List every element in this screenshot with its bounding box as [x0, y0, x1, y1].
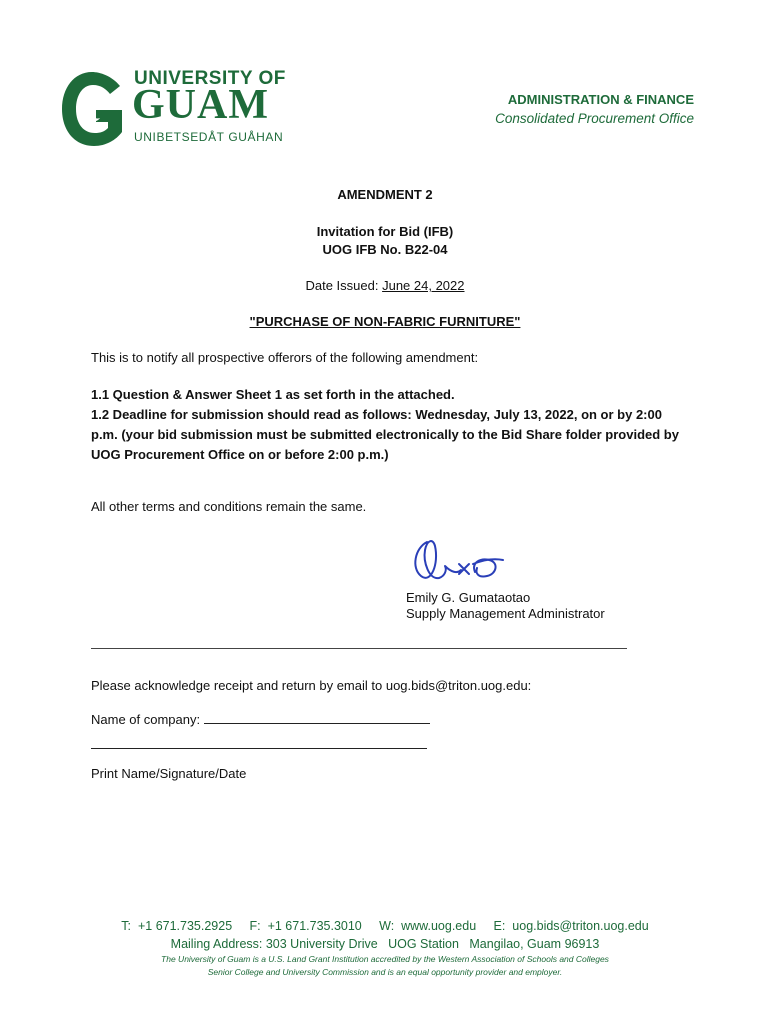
logo-text-university-of: UNIVERSITY OF — [134, 68, 286, 89]
company-name-row — [91, 710, 681, 730]
department-name: ADMINISTRATION & FINANCE — [507, 92, 694, 107]
signature-line-field[interactable] — [91, 748, 427, 749]
footer-accreditation — [0, 953, 770, 979]
ifb-number: UOG IFB No. B22-04 — [322, 242, 448, 257]
acknowledgment-instruction: Please acknowledge receipt and return by email to uog.bids@triton.uog.edu: — [91, 678, 532, 693]
date-issued-value: June 24, 2022 — [382, 278, 465, 293]
signer-title: Supply Management Administrator — [406, 606, 605, 621]
subject-title: "PURCHASE OF NON-FABRIC FURNITURE" — [249, 314, 521, 329]
company-name-field[interactable] — [204, 711, 430, 724]
section-divider — [91, 648, 627, 649]
footer-accreditation-line-2: Senior College and University Commission and is an equal opportunity provider and employer. — [207, 967, 563, 977]
footer-accreditation-line-1: The University of Guam is a U.S. Land Grant Institution accredited by the Western Association of Schools and Colleges — [161, 954, 609, 964]
amendment-item-2: 1.2 Deadline for submission should read as follows: Wednesday, July 13, 2022, on or by 2:00 p.m. (your bid submission must be submitted electronically to the Bid Share folder provided by UOG Procurement Office on or before 2:00 p.m.) — [91, 407, 679, 462]
signer-name: Emily G. Gumataotao — [406, 590, 531, 605]
footer-address: Mailing Address: 303 University Drive UOG Station Mangilao, Guam 96913 — [170, 937, 600, 951]
logo-text-guam: GUAM — [132, 82, 269, 128]
signature-label: Print Name/Signature/Date — [91, 766, 247, 781]
notice-text: This is to notify all prospective offerors of the following amendment: — [91, 350, 479, 365]
date-issued-label: Date Issued: — [305, 278, 383, 293]
company-name-label: Name of company: — [91, 712, 204, 727]
logo-text-chamorro: UNIBETSEDÅT GUÅHAN — [134, 130, 284, 144]
closing-text: All other terms and conditions remain the same. — [91, 499, 367, 514]
date-issued — [0, 278, 770, 293]
ifb-title: Invitation for Bid (IFB) — [316, 224, 454, 239]
university-logo-g-icon — [60, 72, 130, 146]
handwritten-signature — [405, 534, 505, 590]
amendment-item-1: 1.1 Question & Answer Sheet 1 as set forth in the attached. — [91, 387, 455, 402]
footer-contact: T: +1 671.735.2925 F: +1 671.735.3010 W: www.uog.edu E: uog.bids@triton.uog.edu — [121, 919, 649, 933]
office-name: Consolidated Procurement Office — [495, 111, 694, 126]
amendment-title: AMENDMENT 2 — [337, 187, 433, 202]
